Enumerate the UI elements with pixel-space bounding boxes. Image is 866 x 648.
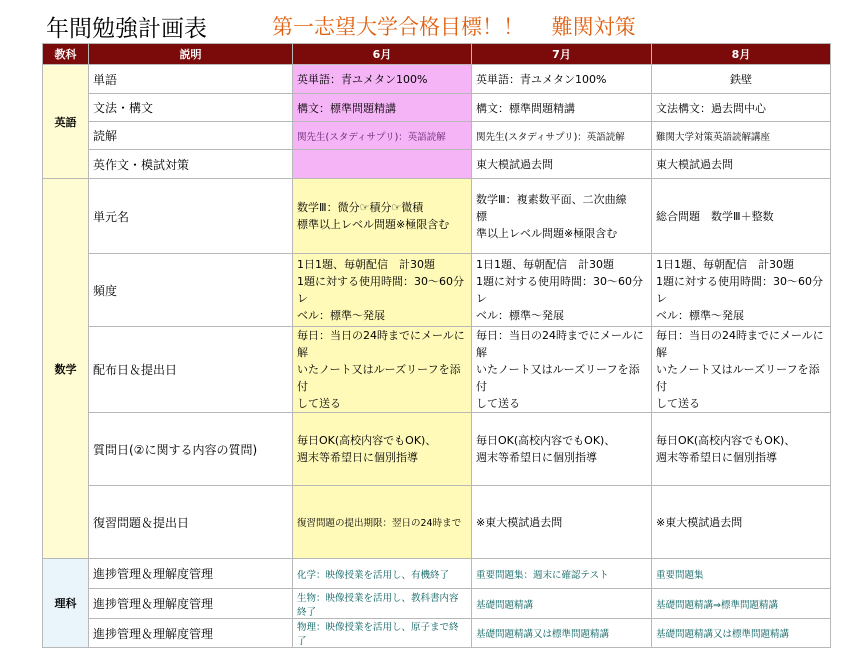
table-row	[43, 94, 831, 122]
cell-august	[652, 254, 831, 327]
cell-june	[293, 327, 472, 413]
row-description: 英作文・模試対策	[89, 150, 293, 179]
cell-august: 鉄壁	[652, 65, 831, 94]
header-row	[43, 44, 831, 65]
cell-august	[652, 327, 831, 413]
cell-august: 重要問題集	[652, 559, 831, 589]
cell-line: 毎日OK(高校内容でもOK)、	[297, 434, 437, 447]
cell-line: 1日1題、毎朝配信 計30題	[297, 258, 435, 271]
cell-june	[293, 486, 472, 559]
cell-june	[293, 179, 472, 254]
cell-line: して送る	[476, 397, 520, 410]
row-description: 単元名	[89, 179, 293, 254]
cell-line: 毎日：当日の24時までにメールに解	[656, 329, 824, 359]
cell-august: 基礎問題精講又は標準問題精講	[652, 619, 831, 648]
cell-august: 文法構文：過去問中心	[652, 94, 831, 122]
cell-line: 1題に対する使用時間：30～60分レ	[656, 275, 823, 305]
cell-line: 標準以上レベル問題※極限含む	[297, 218, 450, 231]
table-row	[43, 150, 831, 179]
cell-line: して送る	[656, 397, 700, 410]
cell-june: 化学：映像授業を活用し、有機終了	[293, 559, 472, 589]
row-description: 文法・構文	[89, 94, 293, 122]
cell-line: 1題に対する使用時間：30～60分レ	[297, 275, 464, 305]
study-plan-table	[42, 43, 831, 648]
cell-july	[472, 254, 652, 327]
cell-june: 構文：標準問題精講	[293, 94, 472, 122]
cell-line: 週末等希望日に個別指導	[476, 451, 597, 464]
header-june: 6月	[293, 44, 472, 65]
cell-line: ベル：標準～発展	[297, 309, 385, 322]
cell-line: 毎日：当日の24時までにメールに解	[297, 329, 465, 359]
row-description: 質問日(②に関する内容の質問)	[89, 413, 293, 486]
cell-line: ※東大模試過去問	[656, 516, 743, 529]
row-description: 読解	[89, 122, 293, 150]
cell-line: 週末等希望日に個別指導	[656, 451, 777, 464]
header-description: 説明	[89, 44, 293, 65]
table-row	[43, 413, 831, 486]
subject-science: 理科	[43, 559, 89, 648]
cell-august	[652, 413, 831, 486]
cell-line: して送る	[297, 397, 341, 410]
cell-august	[652, 179, 831, 254]
cell-line: 数学Ⅲ：微分☞積分☞微積	[297, 201, 424, 214]
row-description: 進捗管理＆理解度管理	[89, 619, 293, 648]
row-description: 進捗管理＆理解度管理	[89, 589, 293, 619]
cell-july: 関先生(スタディサプリ)：英語読解	[472, 122, 652, 150]
cell-line: 準以上レベル問題※極限含む	[476, 226, 618, 240]
cell-line: 復習問題の提出期限：翌日の24時まで	[297, 518, 462, 529]
cell-line: いたノート又はルーズリーフを添付	[656, 363, 820, 393]
table-row	[43, 486, 831, 559]
cell-june	[293, 254, 472, 327]
cell-june: 物理：映像授業を活用し、原子まで終了	[293, 619, 472, 648]
cell-august: 難関大学対策英語読解講座	[652, 122, 831, 150]
cell-august: 東大模試過去問	[652, 150, 831, 179]
cell-line: 毎日OK(高校内容でもOK)、	[476, 434, 616, 447]
cell-line: 1日1題、毎朝配信 計30題	[476, 258, 614, 271]
cell-line: ベル：標準～発展	[476, 309, 564, 322]
table-row	[43, 559, 831, 589]
cell-july	[472, 179, 652, 254]
cell-line: いたノート又はルーズリーフを添付	[476, 363, 640, 393]
table-row	[43, 619, 831, 648]
cell-july: 東大模試過去問	[472, 150, 652, 179]
row-description: 復習問題＆提出日	[89, 486, 293, 559]
page-title: 年間勉強計画表	[46, 16, 207, 42]
cell-june: 関先生(スタディサプリ)：英語読解	[293, 122, 472, 150]
table-row	[43, 327, 831, 413]
row-description: 頻度	[89, 254, 293, 327]
cell-july: 基礎問題精講	[472, 589, 652, 619]
header-august: 8月	[652, 44, 831, 65]
cell-july: 重要問題集：週末に確認テスト	[472, 559, 652, 589]
cell-line: 1題に対する使用時間：30～60分レ	[476, 275, 643, 305]
subject-math: 数学	[43, 179, 89, 559]
cell-june	[293, 413, 472, 486]
header-july: 7月	[472, 44, 652, 65]
table-row	[43, 254, 831, 327]
cell-line: ベル：標準～発展	[656, 309, 744, 322]
cell-july: 英単語：青ユメタン100%	[472, 65, 652, 94]
cell-line: 1日1題、毎朝配信 計30題	[656, 258, 794, 271]
cell-june	[293, 150, 472, 179]
cell-july: 基礎問題精講又は標準問題精講	[472, 619, 652, 648]
cell-june: 生物：映像授業を活用し、教科書内容終了	[293, 589, 472, 619]
cell-july	[472, 413, 652, 486]
cell-line: 毎日：当日の24時までにメールに解	[476, 329, 644, 359]
cell-july	[472, 327, 652, 413]
cell-august	[652, 486, 831, 559]
goal-headline: 第一志望大学合格目標！！ 難関対策	[272, 15, 636, 39]
cell-line: ※東大模試過去問	[476, 516, 563, 529]
header-subject: 教科	[43, 44, 89, 65]
cell-july: 構文：標準問題精講	[472, 94, 652, 122]
row-description: 単語	[89, 65, 293, 94]
table-row	[43, 65, 831, 94]
cell-july	[472, 486, 652, 559]
cell-august: 基礎問題精講⇒標準問題精講	[652, 589, 831, 619]
row-description: 進捗管理＆理解度管理	[89, 559, 293, 589]
cell-line: 総合問題 数学Ⅲ＋整数	[656, 209, 774, 223]
table-row	[43, 179, 831, 254]
cell-line: 週末等希望日に個別指導	[297, 451, 418, 464]
subject-english: 英語	[43, 65, 89, 179]
cell-line: いたノート又はルーズリーフを添付	[297, 363, 461, 393]
row-description: 配布日＆提出日	[89, 327, 293, 413]
cell-line: 毎日OK(高校内容でもOK)、	[656, 434, 796, 447]
table-row	[43, 589, 831, 619]
cell-june: 英単語：青ユメタン100%	[293, 65, 472, 94]
cell-line: 数学Ⅲ：複素数平面、二次曲線 標	[476, 192, 638, 223]
table-row	[43, 122, 831, 150]
